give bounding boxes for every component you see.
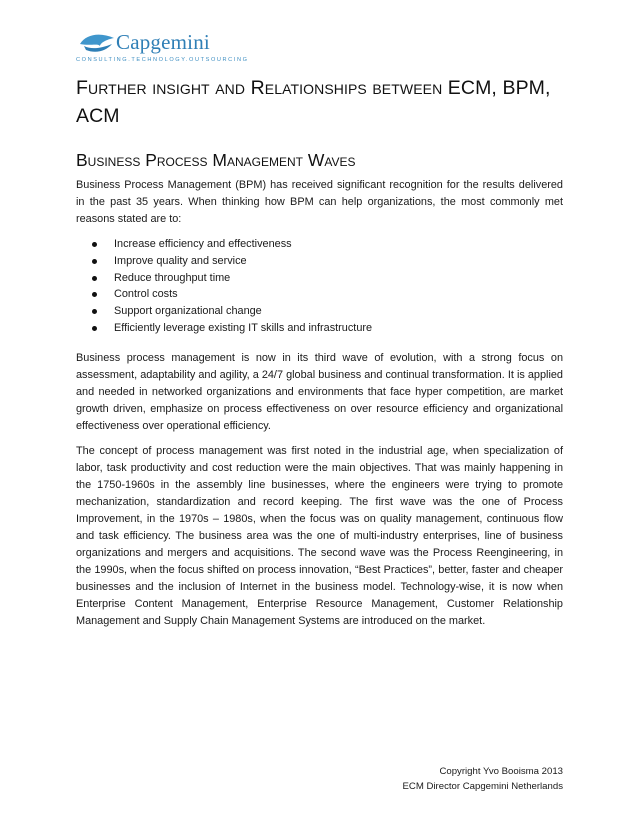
list-item <box>76 270 563 287</box>
footer-copyright: Copyright Yvo Booisma 2013 <box>439 766 563 777</box>
list-item <box>76 286 563 303</box>
list-item-text: Improve quality and service <box>114 254 247 267</box>
paragraph-history: The concept of process management was first noted in the industrial age, when specialization of labor, task productivity and cost reduction were the main objectives. That was mainly happening in the 1750-1960s in the assembly line businesses, where the engineers were trying to promote mechanization, standardization and record keeping. The first wave was the one of Process Improvement, in the 1970s – 1980s, when the focus was on quality management, continuous flow and task efficiency. The business area was the one of multi-industry enterprises, line of business organizations and mergers and acquisitions. The second wave was the Process Reengineering, in the 1990s, when the focus shifted on process innovation, “Best Practices”, better, faster and cheaper businesses and the inclusion of Internet in the business model. Technology-wise, it is now when Enterprise Content Management, Enterprise Resource Management, Customer Relationship Management and Supply Chain Management Systems are introduced on the market. <box>76 445 563 627</box>
footer-role: ECM Director Capgemini Netherlands <box>402 780 563 792</box>
page-footer <box>403 765 564 794</box>
reasons-list <box>76 236 563 337</box>
bullet-icon <box>92 276 97 281</box>
section-heading: Business Process Management Waves <box>76 150 356 170</box>
bullet-icon <box>92 242 97 247</box>
intro-paragraph: Business Process Management (BPM) has received significant recognition for the results delivered in the past 35 years. When thinking how BPM can help organizations, the most commonly met reasons stated are to: <box>76 179 563 225</box>
page-title: Further insight and Relationships between ECM, BPM, ACM <box>76 77 551 127</box>
bullet-icon <box>92 292 97 297</box>
spade-icon <box>78 32 116 56</box>
bullet-icon <box>92 259 97 264</box>
list-item-text: Control costs <box>114 288 178 301</box>
bullet-icon <box>92 309 97 314</box>
list-item <box>76 320 563 337</box>
list-item-text: Reduce throughput time <box>114 271 231 284</box>
logo-tagline: CONSULTING.TECHNOLOGY.OUTSOURCING <box>76 57 249 63</box>
list-item <box>76 236 563 253</box>
list-item-text: Increase efficiency and effectiveness <box>114 238 292 250</box>
list-item-text: Support organizational change <box>114 305 262 318</box>
logo-wordmark: Capgemini <box>116 30 210 54</box>
list-item <box>76 253 563 270</box>
list-item-text: Efficiently leverage existing IT skills and infrastructure <box>114 321 373 334</box>
capgemini-logo <box>76 30 249 66</box>
bullet-icon <box>92 326 97 331</box>
paragraph-third-wave: Business process management is now in its third wave of evolution, with a strong focus on assessment, adaptability and agility, a 24/7 global business and continual transformation. It is applied and needed in networked organizations and environments that face hyper competition, are market growth driven, emphasize on process effectiveness on over resource efficiency and organizational effectiveness over operational efficiency. <box>76 352 563 432</box>
list-item <box>76 303 563 320</box>
